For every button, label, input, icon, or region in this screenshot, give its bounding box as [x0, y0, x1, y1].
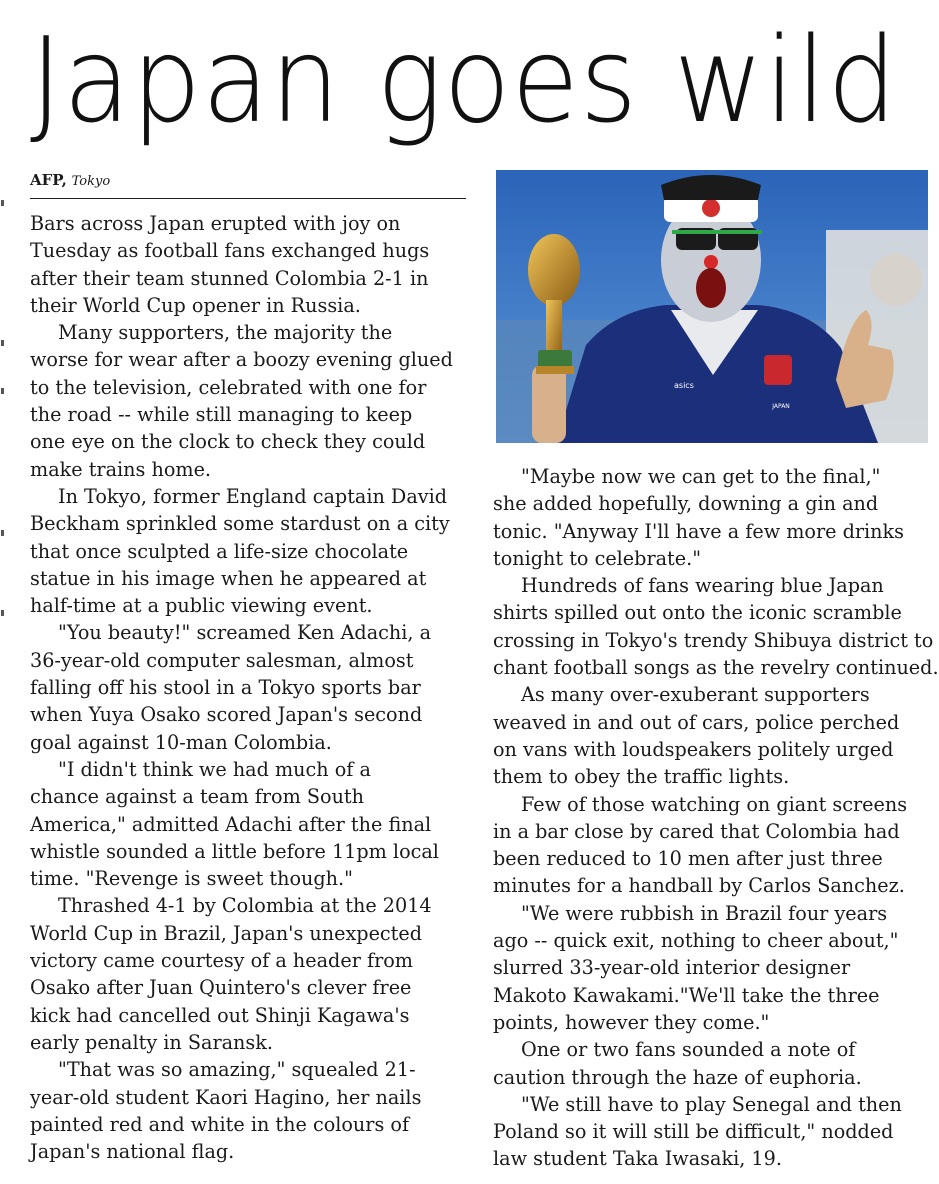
text-line: "You beauty!" screamed Ken Adachi, a [58, 621, 432, 645]
text-line: chant football songs as the revelry continued. [493, 656, 939, 680]
text-line: 36-year-old computer salesman, almost [30, 648, 414, 672]
text-line: law student Taka Iwasaki, 19. [493, 1147, 782, 1171]
text-line: victory came courtesy of a header from [30, 949, 413, 973]
text-line: worse for wear after a boozy evening glued [30, 348, 453, 372]
text-line: goal against 10-man Colombia. [30, 730, 332, 754]
text-line: Beckham sprinkled some stardust on a city [30, 512, 450, 536]
article-paragraph [30, 892, 466, 1056]
text-line: in a bar close by cared that Colombia had [493, 819, 900, 843]
text-line: Makoto Kawakami."We'll take the three [493, 983, 880, 1007]
text-line: "I didn't think we had much of a [58, 757, 371, 781]
article-paragraph [493, 463, 929, 572]
text-line: Osako after Juan Quintero's clever free [30, 976, 412, 1000]
text-line: In Tokyo, former England captain David [58, 484, 448, 508]
article-right-column [493, 463, 939, 1173]
text-line: shirts spilled out onto the iconic scramble [493, 601, 902, 625]
text-line: caution through the haze of euphoria. [493, 1065, 862, 1089]
article-paragraph [493, 900, 929, 1036]
text-line: Many supporters, the majority the [58, 321, 393, 345]
article-paragraph [493, 572, 939, 681]
article-paragraph [493, 791, 929, 900]
article-paragraph [30, 483, 466, 619]
text-line: Bars across Japan erupted with joy on [30, 212, 401, 235]
text-line: whistle sounded a little before 11pm local [30, 839, 439, 863]
text-line: them to obey the traffic lights. [493, 765, 790, 789]
text-line: Tuesday as football fans exchanged hugs [30, 239, 430, 263]
text-line: when Yuya Osako scored Japan's second [30, 703, 423, 727]
article-paragraph [30, 619, 466, 755]
text-line: tonight to celebrate." [493, 546, 702, 570]
text-line: one eye on the clock to check they could [30, 430, 426, 454]
text-line: falling off his stool in a Tokyo sports bar [30, 676, 421, 700]
text-line: "We still have to play Senegal and then [521, 1092, 902, 1116]
text-line: points, however they come." [493, 1010, 770, 1034]
text-line: on vans with loudspeakers politely urged [493, 737, 894, 761]
text-line: kick had cancelled out Shinji Kagawa's [30, 1003, 410, 1027]
page-edge-marks [0, 200, 8, 620]
article-paragraph [493, 1036, 929, 1091]
text-line: crossing in Tokyo's trendy Shibuya district to [493, 628, 934, 652]
text-line: after their team stunned Colombia 2-1 in [30, 266, 429, 290]
text-line: "Maybe now we can get to the final," [521, 465, 881, 488]
text-line: Thrashed 4-1 by Colombia at the 2014 [58, 894, 432, 918]
text-line: painted red and white in the colours of [30, 1112, 410, 1136]
text-line: make trains home. [30, 457, 212, 481]
text-line: the road -- while still managing to keep [30, 403, 413, 427]
byline-place: Tokyo [71, 174, 111, 189]
text-line: America," admitted Adachi after the final [30, 812, 432, 836]
article-paragraph [30, 756, 466, 892]
headline: Japan goes wild [30, 11, 898, 149]
text-line: ago -- quick exit, nothing to cheer about," [493, 929, 899, 953]
svg-text:asics: asics [674, 381, 694, 390]
text-line: weaved in and out of cars, police perched [493, 710, 900, 734]
text-line: Hundreds of fans wearing blue Japan [521, 574, 884, 598]
text-line: tonic. "Anyway I'll have a few more drinks [493, 519, 905, 543]
text-line: Poland so it will still be difficult," nodded [493, 1120, 894, 1144]
text-line: chance against a team from South [30, 785, 364, 809]
text-line: Few of those watching on giant screens [521, 792, 908, 816]
japan-fan-photo [496, 170, 928, 443]
byline-agency: AFP, [30, 171, 67, 189]
text-line: slurred 33-year-old interior designer [493, 956, 851, 980]
text-line: Japan's national flag. [30, 1140, 235, 1164]
article-paragraph [30, 210, 466, 319]
article-paragraph [493, 1091, 929, 1173]
fan-photo-illustration [496, 170, 928, 443]
text-line: "We were rubbish in Brazil four years [521, 901, 888, 925]
byline [30, 170, 466, 199]
text-line: half-time at a public viewing event. [30, 594, 373, 618]
text-line: their World Cup opener in Russia. [30, 293, 361, 317]
text-line: "That was so amazing," squealed 21- [58, 1058, 416, 1082]
text-line: been reduced to 10 men after just three [493, 847, 883, 871]
text-line: early penalty in Saransk. [30, 1030, 273, 1054]
article-left-column [30, 210, 466, 1165]
text-line: to the television, celebrated with one for [30, 375, 427, 399]
text-line: that once sculpted a life-size chocolate [30, 539, 409, 563]
text-line: One or two fans sounded a note of [521, 1038, 856, 1062]
text-line: As many over-exuberant supporters [521, 683, 870, 707]
svg-text:JAPAN: JAPAN [772, 403, 790, 410]
article-paragraph [30, 1056, 466, 1165]
text-line: time. "Revenge is sweet though." [30, 867, 353, 891]
article-paragraph [493, 681, 929, 790]
text-line: statue in his image when he appeared at [30, 566, 427, 590]
text-line: minutes for a handball by Carlos Sanchez. [493, 874, 905, 898]
text-line: she added hopefully, downing a gin and [493, 492, 879, 516]
article-paragraph [30, 319, 466, 483]
text-line: year-old student Kaori Hagino, her nails [30, 1085, 422, 1109]
text-line: World Cup in Brazil, Japan's unexpected [30, 921, 423, 945]
